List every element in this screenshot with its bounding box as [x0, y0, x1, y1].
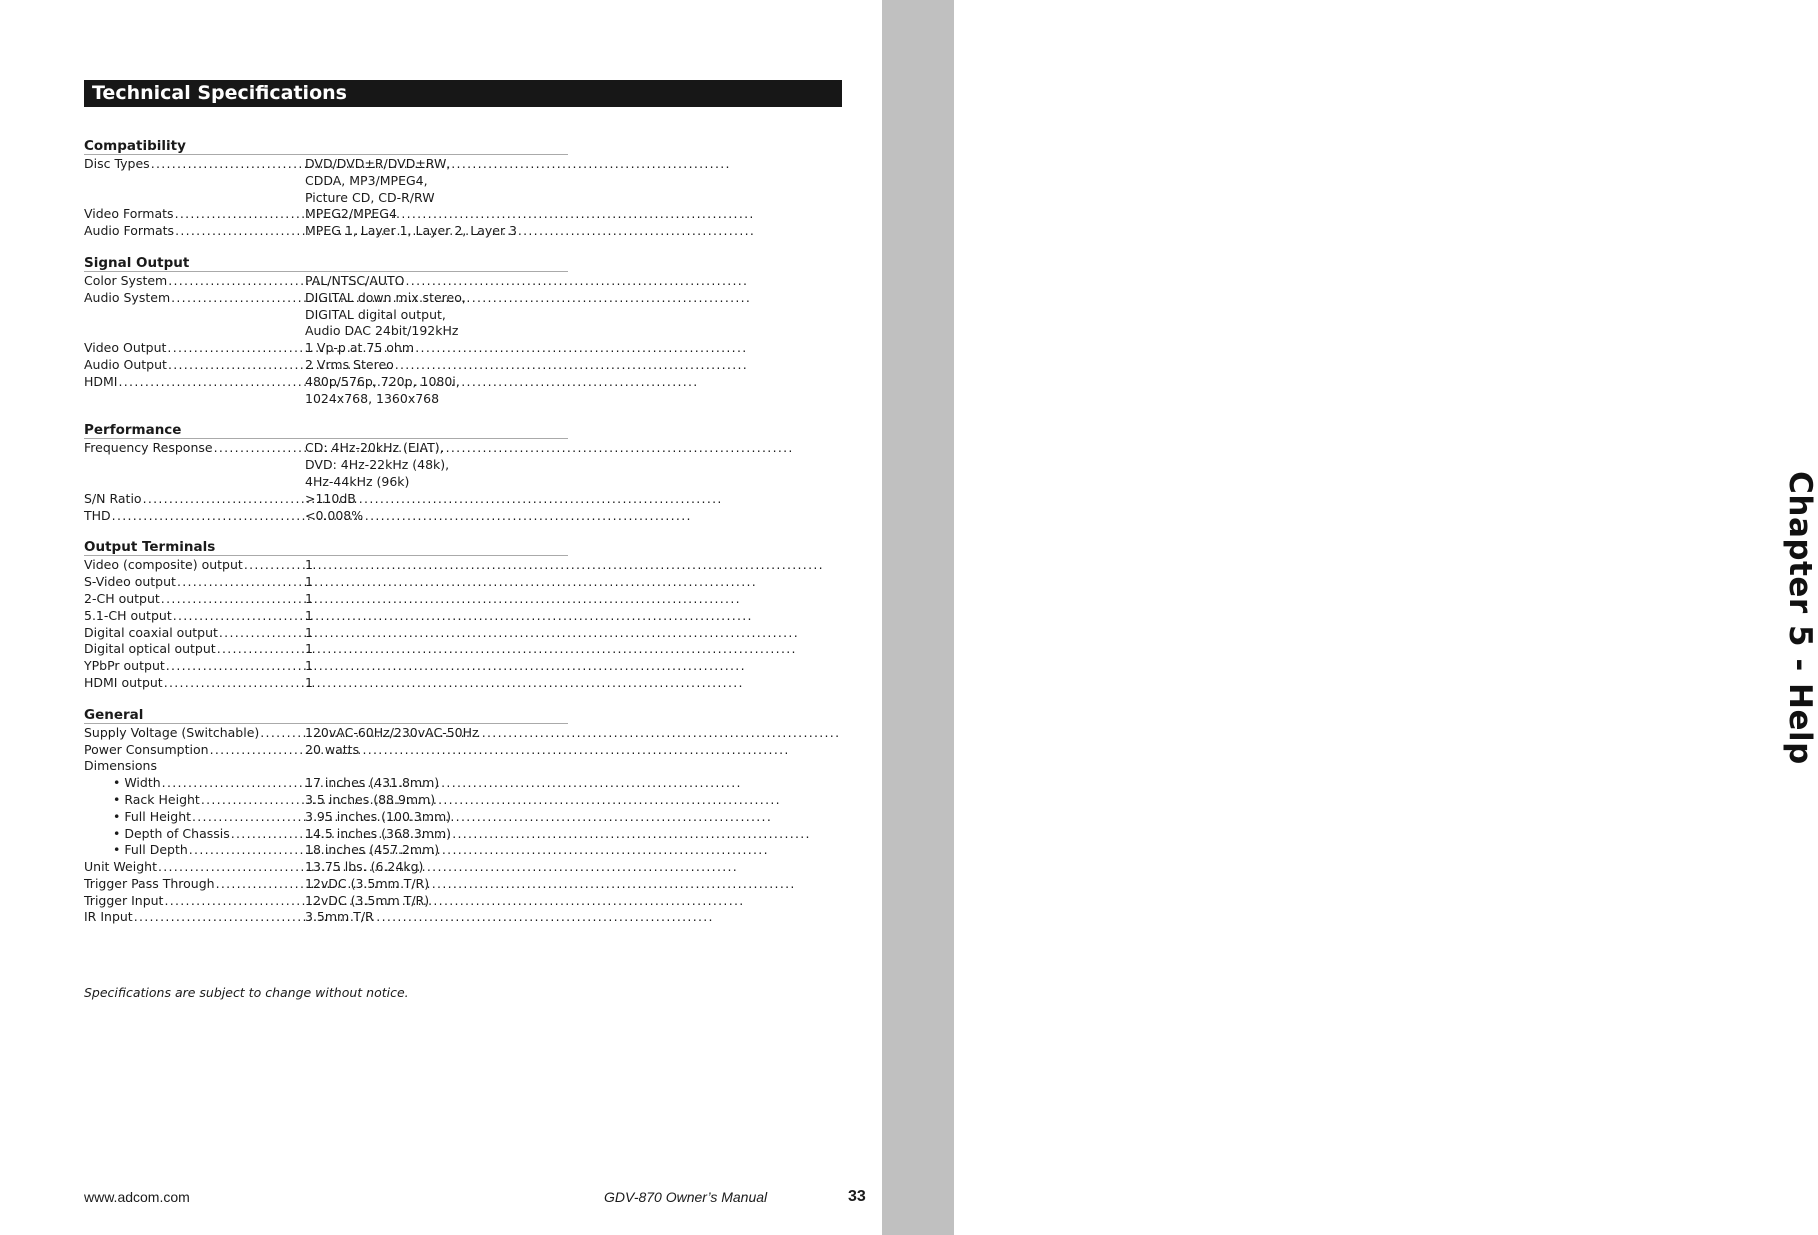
spec-row — [84, 792, 568, 809]
spec-value: DVD/DVD±R/DVD±RW, — [305, 156, 451, 171]
spec-label-text: S-Video output — [84, 574, 176, 590]
spec-label-text: Audio Output — [84, 356, 167, 372]
spec-label-text: HDMI — [84, 373, 118, 389]
spec-label-text: Digital optical output — [84, 641, 216, 657]
spec-label-text: Color System — [84, 272, 168, 288]
spec-row — [84, 876, 568, 893]
spec-label — [84, 725, 305, 742]
spec-values — [305, 340, 414, 357]
spec-label-text: HDMI output — [84, 674, 163, 690]
spec-label-text: Unit Weight — [84, 859, 157, 875]
spec-value: 2 Vrms Stereo — [305, 356, 394, 372]
spec-row — [84, 742, 568, 759]
dot-leader — [210, 742, 790, 759]
spec-value: 1 — [305, 607, 313, 623]
spec-label — [84, 625, 305, 642]
spec-values — [305, 357, 394, 374]
dot-leader — [143, 491, 723, 508]
spec-values — [305, 440, 449, 490]
spec-value: 1 — [305, 624, 313, 640]
spec-value: 480p/576p, 720p, 1080i, — [305, 373, 460, 389]
spec-row — [84, 758, 568, 775]
spec-value: Audio DAC 24bit/192kHz — [305, 323, 459, 339]
spec-value: CD: 4Hz-20kHz (EIAT), — [305, 440, 444, 456]
spec-label — [84, 156, 305, 206]
spec-values — [305, 826, 451, 843]
spec-values — [305, 491, 356, 508]
spec-value: 12vDC (3.5mm T/R) — [305, 892, 430, 908]
spec-values — [305, 374, 460, 408]
spec-label-text: • Width — [113, 775, 161, 791]
dot-leader — [217, 641, 797, 658]
spec-value: 1 — [305, 674, 313, 690]
spec-values — [305, 641, 313, 658]
spec-values — [305, 156, 450, 206]
section-title: Performance — [84, 423, 568, 439]
spec-label — [84, 775, 305, 792]
spec-row — [84, 909, 568, 926]
spec-label-text: Audio Formats — [84, 223, 175, 239]
spec-row — [84, 859, 568, 876]
spec-value: 4Hz-44kHz (96k) — [305, 473, 410, 489]
spec-row — [84, 156, 568, 206]
spec-values — [305, 591, 313, 608]
spec-values — [305, 574, 313, 591]
dot-leader — [214, 440, 794, 490]
dot-leader — [177, 574, 757, 591]
chapter-label: Chapter 5 - Help — [1782, 471, 1818, 765]
section-title: Signal Output — [84, 256, 568, 272]
spec-values — [305, 290, 466, 340]
spec-values — [305, 658, 313, 675]
spec-row — [84, 574, 568, 591]
spec-row — [84, 608, 568, 625]
page-title: Technical Specifications — [84, 80, 842, 107]
dot-leader — [175, 206, 755, 223]
spec-row — [84, 725, 568, 742]
spec-value: DIGITAL down mix stereo, — [305, 289, 466, 305]
spec-values — [305, 893, 429, 910]
page-number: 33 — [848, 1188, 866, 1205]
spec-label-text: S/N Ratio — [84, 490, 142, 506]
spec-row — [84, 591, 568, 608]
spec-value: DVD: 4Hz-22kHz (48k), — [305, 457, 450, 473]
section-title: General — [84, 708, 568, 724]
spec-row — [84, 809, 568, 826]
section-title: Output Terminals — [84, 540, 568, 556]
spec-row — [84, 675, 568, 692]
spec-value: 18 inches (457.2mm) — [305, 842, 440, 858]
spec-label — [84, 273, 305, 290]
spec-label-text: THD — [84, 507, 111, 523]
spec-value: <0.008% — [305, 507, 364, 523]
spec-label — [84, 675, 305, 692]
spec-row — [84, 842, 568, 859]
spec-label — [84, 792, 305, 809]
dot-leader — [167, 340, 747, 357]
dot-leader — [112, 508, 692, 525]
spec-value: 14.5 inches (368.3mm) — [305, 825, 452, 841]
spec-row — [84, 206, 568, 223]
spec-label-text: Power Consumption — [84, 741, 209, 757]
spec-label — [84, 809, 305, 826]
dot-leader — [192, 809, 772, 826]
spec-values — [305, 508, 363, 525]
spec-label-text: • Rack Height — [113, 791, 200, 807]
spec-value: 1 — [305, 557, 313, 573]
spec-row — [84, 374, 568, 408]
footnote: Specifications are subject to change without notice. — [84, 985, 409, 1000]
spec-value: 20 watts — [305, 741, 360, 757]
spec-label — [84, 826, 305, 843]
spec-section — [84, 423, 568, 524]
spec-label-text: • Depth of Chassis — [113, 825, 230, 841]
spec-label — [84, 842, 305, 859]
spec-value: DIGITAL digital output, — [305, 306, 446, 322]
spec-label-text: • Full Height — [113, 808, 192, 824]
spec-label-text: 5.1-CH output — [84, 607, 172, 623]
spec-value: 13.75 lbs. (6.24kg) — [305, 859, 424, 875]
spec-label — [84, 508, 305, 525]
dot-leader — [244, 557, 824, 574]
spec-label — [84, 893, 305, 910]
spec-section — [84, 708, 568, 927]
spec-label — [84, 357, 305, 374]
spec-values — [305, 742, 359, 759]
spec-values — [305, 557, 313, 574]
spec-row — [84, 893, 568, 910]
spec-value: 3.5mm T/R — [305, 909, 374, 925]
spec-value: MPEG2/MPEG4 — [305, 206, 397, 222]
spec-label-text: Video Formats — [84, 206, 174, 222]
spec-row — [84, 641, 568, 658]
spec-values — [305, 842, 439, 859]
spec-values — [305, 273, 405, 290]
spec-values — [305, 675, 313, 692]
dot-leader — [158, 859, 738, 876]
spec-label — [84, 557, 305, 574]
spec-label — [84, 859, 305, 876]
spec-label-text: • Full Depth — [113, 842, 188, 858]
spec-label-text: Frequency Response — [84, 440, 213, 456]
dot-leader — [161, 591, 741, 608]
spec-row — [84, 557, 568, 574]
spec-label — [84, 223, 305, 240]
dot-leader — [162, 775, 742, 792]
spec-value: 12vDC (3.5mm T/R) — [305, 875, 430, 891]
spec-values — [305, 608, 313, 625]
spec-value: 1 — [305, 658, 313, 674]
spec-label — [84, 742, 305, 759]
spec-label-text: Trigger Input — [84, 892, 164, 908]
spec-value: CDDA, MP3/MPEG4, — [305, 172, 428, 188]
spec-row — [84, 491, 568, 508]
section-title: Compatibility — [84, 139, 568, 155]
footer-manual-title: GDV-870 Owner’s Manual — [604, 1189, 768, 1205]
spec-value: >110dB — [305, 490, 356, 506]
spec-label — [84, 909, 305, 926]
spec-row — [84, 440, 568, 490]
spec-label — [84, 876, 305, 893]
spec-values — [305, 725, 479, 742]
spec-label — [84, 290, 305, 340]
dot-leader — [189, 842, 769, 859]
spec-row — [84, 290, 568, 340]
spec-label — [84, 608, 305, 625]
spec-value: 1 — [305, 590, 313, 606]
spec-values — [305, 792, 435, 809]
spec-values — [305, 859, 423, 876]
spec-label — [84, 758, 305, 775]
spec-label-text: Supply Voltage (Switchable) — [84, 724, 260, 740]
spec-label-text: Video Output — [84, 340, 167, 356]
spec-label-text: Disc Types — [84, 156, 150, 171]
footer-url[interactable]: www.adcom.com — [84, 1189, 190, 1205]
dot-leader — [164, 675, 744, 692]
spec-label — [84, 491, 305, 508]
dot-leader — [134, 909, 714, 926]
spec-values — [305, 206, 397, 223]
spec-label-text: Video (composite) output — [84, 557, 243, 573]
spec-label-text: Trigger Pass Through — [84, 875, 215, 891]
spec-label-text: YPbPr output — [84, 658, 165, 674]
spec-label-text: IR Input — [84, 909, 133, 925]
dot-leader — [166, 658, 746, 675]
spec-row — [84, 223, 568, 240]
spec-value: MPEG 1, Layer 1, Layer 2, Layer 3 — [305, 223, 518, 239]
spec-sections — [84, 139, 568, 942]
spec-row — [84, 625, 568, 642]
spec-value: 120vAC-60Hz/230vAC-50Hz — [305, 724, 479, 740]
dot-leader — [168, 357, 748, 374]
dot-leader — [173, 608, 753, 625]
spec-value: PAL/NTSC/AUTO — [305, 272, 405, 288]
spec-label — [84, 658, 305, 675]
spec-values — [305, 909, 374, 926]
spec-row — [84, 340, 568, 357]
spec-value: Picture CD, CD-R/RW — [305, 189, 435, 205]
spec-row — [84, 775, 568, 792]
spec-label — [84, 340, 305, 357]
spec-label-text: Dimensions — [84, 758, 157, 774]
spec-label — [84, 641, 305, 658]
dot-leader — [216, 876, 796, 893]
spec-label-text: 2-CH output — [84, 590, 160, 606]
spec-values — [305, 876, 429, 893]
spec-label — [84, 591, 305, 608]
spec-row — [84, 357, 568, 374]
dot-leader — [201, 792, 781, 809]
spec-label — [84, 440, 305, 490]
spec-value: 3.5 inches (88.9mm) — [305, 791, 436, 807]
spec-value: 1 — [305, 641, 313, 657]
dot-leader — [168, 273, 748, 290]
dot-leader — [164, 893, 744, 910]
spec-label-text: Digital coaxial output — [84, 624, 218, 640]
chapter-side-band — [882, 0, 1818, 1235]
spec-row — [84, 273, 568, 290]
spec-values — [305, 809, 451, 826]
spec-section — [84, 540, 568, 691]
spec-label — [84, 574, 305, 591]
spec-value: 17 inches (431.8mm) — [305, 775, 440, 791]
spec-section — [84, 139, 568, 240]
spec-row — [84, 658, 568, 675]
spec-value: 3.95 inches (100.3mm) — [305, 808, 452, 824]
spec-values — [305, 775, 439, 792]
spec-value: 1 — [305, 574, 313, 590]
spec-label — [84, 374, 305, 408]
spec-label-text: Audio System — [84, 289, 171, 305]
spec-label — [84, 206, 305, 223]
spec-row — [84, 826, 568, 843]
spec-row — [84, 508, 568, 525]
spec-values — [305, 625, 313, 642]
spec-value: 1 Vp-p at 75 ohm — [305, 340, 414, 356]
spec-section — [84, 256, 568, 407]
spec-value: 1024x768, 1360x768 — [305, 390, 440, 406]
spec-values — [305, 223, 517, 240]
